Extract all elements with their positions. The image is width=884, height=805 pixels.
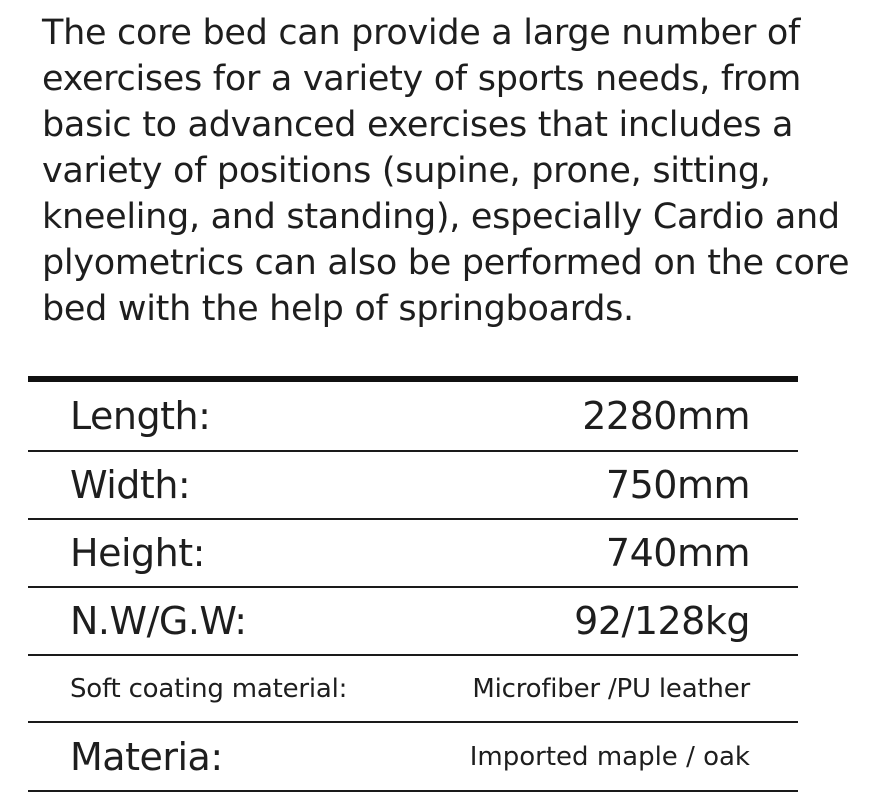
spec-label: Height:	[70, 531, 205, 575]
spec-row-width	[28, 452, 798, 520]
spec-row-weight	[28, 588, 798, 656]
product-description: The core bed can provide a large number of exercises for a variety of sports needs, from basic to advanced exercises that includes a variety of positions (supine, prone, sitting, kneeling, and standing), especially Cardio and plyometrics can also be performed on the core bed with the help of springboards.	[42, 13, 850, 329]
spec-row-length	[28, 382, 798, 452]
spec-value: Imported maple / oak	[469, 741, 750, 772]
spec-value: Microfiber /PU leather	[472, 673, 750, 704]
spec-row-height	[28, 520, 798, 588]
spec-row-soft-coating	[28, 656, 798, 723]
spec-row-material	[28, 723, 798, 792]
spec-value: 750mm	[605, 463, 750, 507]
spec-label: Materia:	[70, 734, 223, 779]
specifications-table	[28, 376, 798, 792]
spec-label: N.W/G.W:	[70, 599, 247, 643]
spec-value: 740mm	[605, 531, 750, 575]
spec-label: Width:	[70, 463, 191, 507]
spec-label: Length:	[70, 394, 211, 438]
spec-value: 92/128kg	[574, 599, 750, 643]
spec-value: 2280mm	[582, 394, 750, 438]
spec-label: Soft coating material:	[70, 673, 348, 704]
